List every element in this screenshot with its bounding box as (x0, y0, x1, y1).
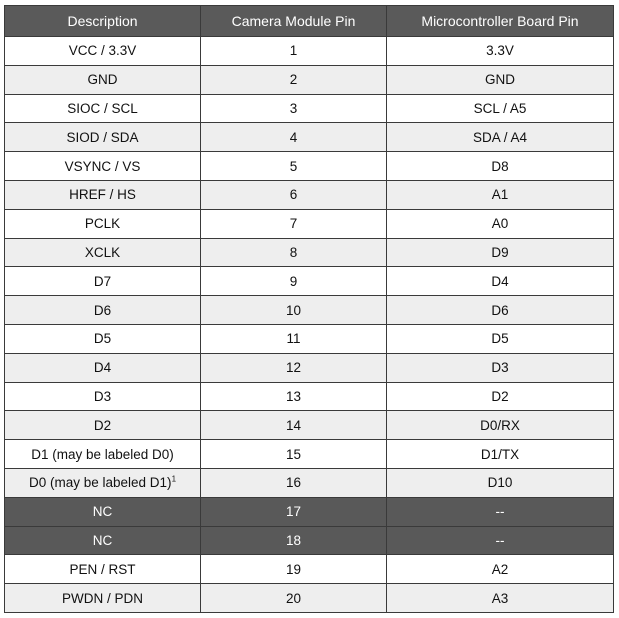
table-row (5, 267, 614, 296)
description-text: PWDN / PDN (62, 590, 143, 606)
table-row (5, 152, 614, 181)
cell-description (5, 555, 201, 584)
table-header (5, 6, 614, 37)
footnote-marker: 1 (171, 474, 177, 484)
cell-description (5, 123, 201, 152)
description-text: D5 (93, 331, 112, 347)
table-row (5, 555, 614, 584)
description-text: XCLK (84, 244, 121, 260)
cell-microcontroller-board-pin: A3 (387, 584, 614, 613)
description-text: D3 (93, 388, 112, 404)
cell-microcontroller-board-pin: D0/RX (387, 411, 614, 440)
cell-camera-module-pin: 10 (201, 296, 387, 325)
cell-camera-module-pin: 3 (201, 94, 387, 123)
cell-camera-module-pin: 17 (201, 497, 387, 526)
cell-description (5, 65, 201, 94)
table-row (5, 180, 614, 209)
cell-camera-module-pin: 6 (201, 180, 387, 209)
cell-camera-module-pin: 5 (201, 152, 387, 181)
cell-camera-module-pin: 8 (201, 238, 387, 267)
table-row (5, 37, 614, 66)
cell-camera-module-pin: 16 (201, 468, 387, 497)
table-row (5, 411, 614, 440)
table-row (5, 296, 614, 325)
cell-description (5, 324, 201, 353)
cell-microcontroller-board-pin: A2 (387, 555, 614, 584)
table-row (5, 468, 614, 497)
header-camera-module-pin: Camera Module Pin (201, 6, 387, 37)
cell-microcontroller-board-pin: -- (387, 526, 614, 555)
cell-microcontroller-board-pin: -- (387, 497, 614, 526)
cell-microcontroller-board-pin: SDA / A4 (387, 123, 614, 152)
cell-description (5, 267, 201, 296)
cell-description (5, 440, 201, 469)
cell-description (5, 296, 201, 325)
description-text: D0 (may be labeled D1) (28, 475, 172, 491)
cell-description (5, 37, 201, 66)
cell-microcontroller-board-pin: A1 (387, 180, 614, 209)
description-text: SIOC / SCL (67, 100, 138, 116)
cell-camera-module-pin: 9 (201, 267, 387, 296)
description-text: D7 (93, 273, 112, 289)
description-text: NC (92, 532, 113, 548)
cell-description (5, 497, 201, 526)
cell-description (5, 238, 201, 267)
description-text: VSYNC / VS (64, 158, 141, 174)
table-row (5, 584, 614, 613)
cell-microcontroller-board-pin: D2 (387, 382, 614, 411)
description-text: D2 (93, 417, 112, 433)
cell-camera-module-pin: 14 (201, 411, 387, 440)
cell-camera-module-pin: 19 (201, 555, 387, 584)
description-text: VCC / 3.3V (68, 43, 137, 59)
description-text: NC (92, 504, 113, 520)
cell-description (5, 411, 201, 440)
header-description: Description (5, 6, 201, 37)
cell-camera-module-pin: 18 (201, 526, 387, 555)
table-row (5, 94, 614, 123)
description-text: GND (87, 72, 118, 88)
cell-description (5, 526, 201, 555)
cell-camera-module-pin: 11 (201, 324, 387, 353)
cell-description (5, 152, 201, 181)
cell-description (5, 94, 201, 123)
cell-description (5, 209, 201, 238)
table-row (5, 324, 614, 353)
table-row (5, 353, 614, 382)
cell-camera-module-pin: 1 (201, 37, 387, 66)
cell-microcontroller-board-pin: D1/TX (387, 440, 614, 469)
table-body (5, 37, 614, 613)
cell-microcontroller-board-pin: SCL / A5 (387, 94, 614, 123)
cell-microcontroller-board-pin: D3 (387, 353, 614, 382)
cell-microcontroller-board-pin: D5 (387, 324, 614, 353)
cell-microcontroller-board-pin: 3.3V (387, 37, 614, 66)
cell-microcontroller-board-pin: D10 (387, 468, 614, 497)
cell-microcontroller-board-pin: D6 (387, 296, 614, 325)
description-text: PEN / RST (69, 561, 136, 577)
cell-description (5, 353, 201, 382)
header-microcontroller-board-pin: Microcontroller Board Pin (387, 6, 614, 37)
description-text: D1 (may be labeled D0) (31, 446, 174, 462)
description-text: PCLK (84, 216, 121, 232)
description-text: SIOD / SDA (66, 129, 139, 145)
description-text: D4 (93, 360, 112, 376)
cell-camera-module-pin: 12 (201, 353, 387, 382)
table-row (5, 440, 614, 469)
table-row (5, 123, 614, 152)
cell-camera-module-pin: 7 (201, 209, 387, 238)
cell-camera-module-pin: 4 (201, 123, 387, 152)
cell-description (5, 382, 201, 411)
table-row (5, 382, 614, 411)
cell-camera-module-pin: 15 (201, 440, 387, 469)
cell-camera-module-pin: 2 (201, 65, 387, 94)
cell-microcontroller-board-pin: D9 (387, 238, 614, 267)
cell-camera-module-pin: 20 (201, 584, 387, 613)
header-row (5, 6, 614, 37)
cell-camera-module-pin: 13 (201, 382, 387, 411)
table-row (5, 65, 614, 94)
cell-description (5, 584, 201, 613)
cell-microcontroller-board-pin: GND (387, 65, 614, 94)
cell-microcontroller-board-pin: A0 (387, 209, 614, 238)
description-text: HREF / HS (69, 187, 136, 203)
description-text: D6 (93, 302, 112, 318)
table-row (5, 238, 614, 267)
table-row (5, 526, 614, 555)
table-row (5, 497, 614, 526)
cell-description (5, 180, 201, 209)
pin-mapping-table-container (4, 5, 613, 613)
cell-microcontroller-board-pin: D8 (387, 152, 614, 181)
pin-mapping-table (4, 5, 614, 613)
cell-microcontroller-board-pin: D4 (387, 267, 614, 296)
cell-description (5, 468, 201, 497)
table-row (5, 209, 614, 238)
